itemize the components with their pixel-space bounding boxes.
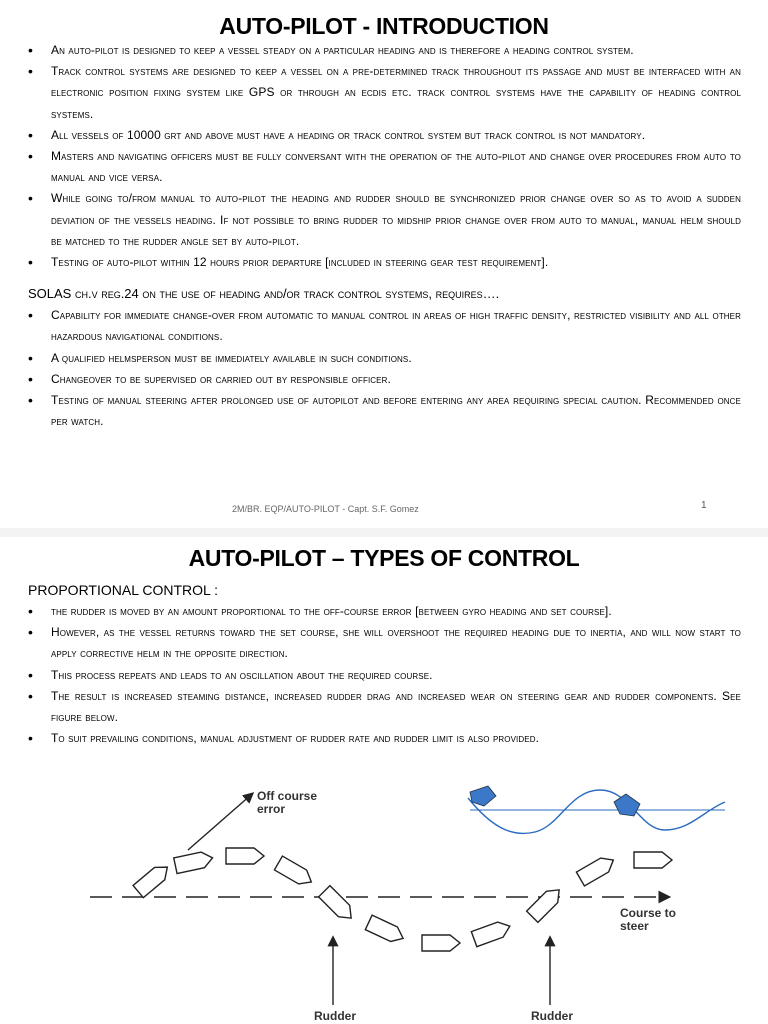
control-bullet-list [0, 601, 768, 749]
boat-shape [422, 935, 460, 951]
bullet-icon: • [28, 624, 34, 641]
proportional-control-figure [0, 780, 768, 1024]
bullet-icon: • [28, 603, 34, 619]
bullet-icon: • [28, 63, 34, 80]
boat-shape [274, 856, 315, 889]
bullet-icon: • [28, 349, 34, 366]
wave-boat-icon [470, 786, 496, 806]
bullet-item: • All vessels of 10000 grt and above must have a heading or track control system but track control is not mandatory. [28, 125, 741, 146]
bullet-icon: • [28, 190, 34, 207]
bullet-item: • While going to/from manual to auto-pilot the heading and rudder should be synchronized prior change over so as to avoid a sudden deviation of the vessels heading. If not possible to bring rudder to midship prior change over from auto to manual, manual helm should be matched to the rudder angle set by auto-pilot. [28, 190, 741, 248]
bullet-icon: • [28, 307, 34, 324]
bullet-item: • An auto-pilot is designed to keep a vessel steady on a particular heading and is therefore a heading control system. [28, 40, 741, 61]
bullet-item: • Changeover to be supervised or carried out by responsible officer. [28, 369, 741, 390]
bullet-item: • However, as the vessel returns toward the set course, she will overshoot the required heading due to inertia, and will now start to apply corrective helm in the opposite direction. [28, 624, 741, 661]
slide-separator [0, 528, 768, 537]
bullet-icon: • [28, 126, 34, 143]
bullet-item: • To suit prevailing conditions, manual adjustment of rudder rate and rudder limit is also provided. [28, 728, 741, 749]
bullet-icon: • [28, 392, 34, 409]
bullet-item: • A qualified helmsperson must be immediately available in such conditions. [28, 348, 741, 369]
boat-shape [174, 850, 214, 874]
bullet-item: • Masters and navigating officers must be fully conversant with the operation of the auto-pilot and change over procedures from auto to manual and vice versa. [28, 148, 741, 185]
bullet-item: • Testing of auto-pilot within 12 hours prior departure [included in steering gear test requirement]. [28, 252, 741, 273]
solas-bullet-list [0, 305, 768, 432]
off-course-arrow [188, 794, 252, 850]
rudder-label: Rudder [314, 1009, 356, 1023]
bullet-item: • the rudder is moved by an amount proportional to the off-course error [between gyro heading and set course]. [28, 601, 741, 622]
bullet-icon: • [28, 254, 34, 271]
proportional-control-heading: PROPORTIONAL CONTROL : [28, 582, 219, 598]
course-to-steer-label: steer [620, 919, 649, 933]
slide-footer: 2M/BR. EQP/AUTO-PILOT - Capt. S.F. Gomez [232, 504, 419, 514]
intro-bullet-list [0, 40, 768, 273]
boat-shape [319, 886, 357, 924]
bullet-icon: • [28, 370, 34, 387]
boat-shape [634, 852, 672, 868]
boat-shape [133, 861, 172, 898]
bullet-item: • Capability for immediate change-over from automatic to manual control in areas of high traffic density, restricted visibility and all other hazardous navigational conditions. [28, 307, 741, 344]
bullet-icon: • [28, 666, 34, 683]
boat-shape [527, 884, 565, 922]
bullet-icon: • [28, 42, 34, 58]
bullet-icon: • [28, 687, 34, 704]
off-course-label: error [257, 802, 286, 816]
solas-heading: SOLAS ch.v reg.24 on the use of heading and/or track control systems, requires…. [28, 286, 500, 302]
boat-shape [365, 915, 406, 946]
slide-title: AUTO-PILOT - INTRODUCTION [219, 13, 549, 39]
bullet-item: • Testing of manual steering after prolonged use of autopilot and before entering any area requiring special caution. Recommended once per watch. [28, 392, 741, 429]
boat-shape [226, 848, 264, 864]
bullet-item: • The result is increased steaming distance, increased rudder drag and increased wear on steering gear and rudder components. See figure below. [28, 687, 741, 725]
boat-shape [471, 919, 512, 947]
bullet-item: • Track control systems are designed to keep a vessel on a pre-determined track throughout its passage and must be interfaced with an electronic position fixing system like GPS or through an ecdis etc. track control systems have the capability of heading control systems. [28, 63, 741, 121]
bullet-icon: • [28, 730, 34, 747]
boat-shape [576, 853, 617, 886]
slide-title: AUTO-PILOT – TYPES OF CONTROL [188, 545, 580, 571]
course-to-steer-label: Course to [620, 906, 677, 920]
bullet-item: • This process repeats and leads to an oscillation about the required course. [28, 665, 741, 686]
oscillation-wave [468, 790, 725, 833]
bullet-icon: • [28, 148, 34, 165]
rudder-label: Rudder [531, 1009, 573, 1023]
off-course-label: Off course [257, 789, 318, 803]
page-number: 1 [701, 500, 707, 511]
